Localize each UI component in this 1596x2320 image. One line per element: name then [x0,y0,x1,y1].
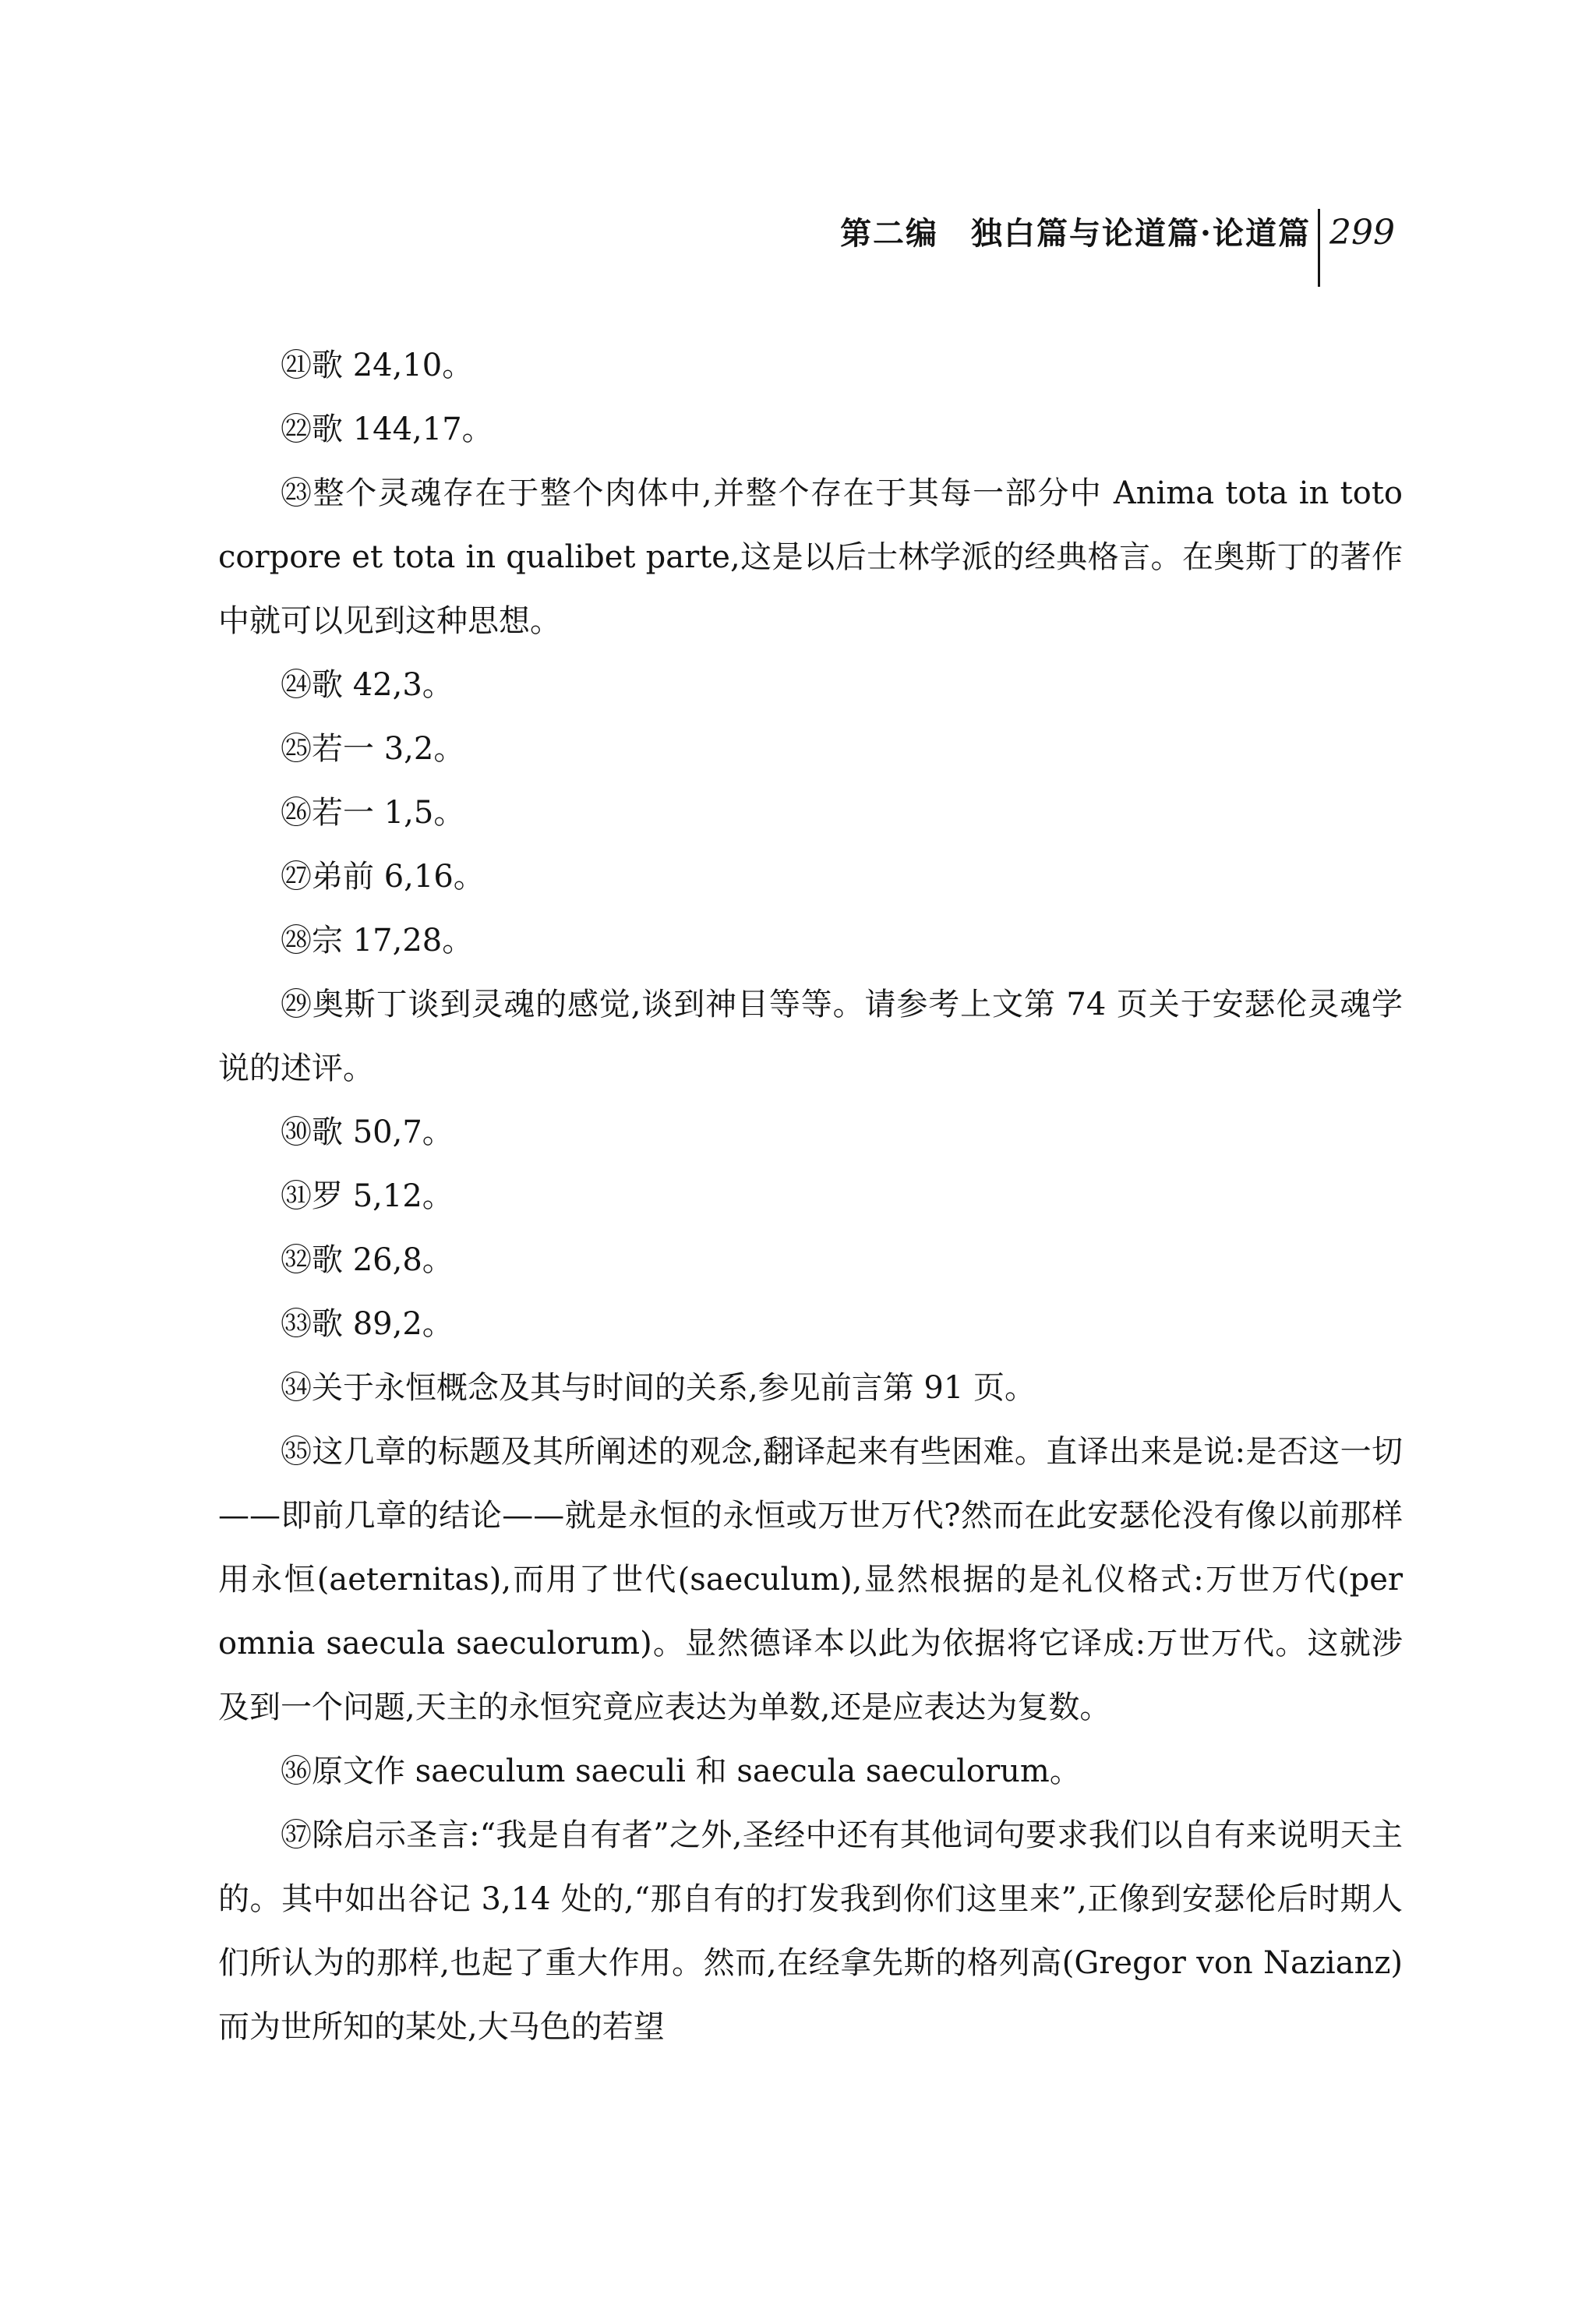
endnote-28: ㉘宗 17,28。 [281,923,474,959]
endnote-26: ㉖若一 1,5。 [281,795,465,831]
endnote-23: ㉓整个灵魂存在于整个肉体中,并整个存在于其每一部分中 Anima tota in toto corpore et tota in qualibet parte,这是以后士林学派的经典格言。在奥斯丁的著作中就可以见到这种思想。 [218,475,1403,639]
endnote-22: ㉒歌 144,17。 [281,411,493,447]
endnote-35: ㉟这几章的标题及其所阐述的观念,翻译起来有些困难。直译出来是说:是否这一切——即前几章的结论——就是永恒的永恒或万世万代?然而在此安瑟伦没有像以前那样用永恒(aeternitas),而用了世代(saeculum),显然根据的是礼仪格式:万世万代(per omnia saecula saeculorum)。显然德译本以此为依据将它译成:万世万代。这就涉及到一个问题,天主的永恒究竟应表达为单数,还是应表达为复数。 [218,1434,1403,1725]
running-header [772,209,1395,287]
page-number: 299 [1329,213,1395,252]
endnote-31: ㉛罗 5,12。 [281,1178,454,1214]
endnote-36: ㊱原文作 saeculum saeculi 和 saecula saeculorum。 [281,1753,1081,1789]
endnote-33: ㉝歌 89,2。 [281,1306,454,1342]
endnote-37: ㊲除启示圣言:“我是自有者”之外,圣经中还有其他词句要求我们以自有来说明天主的。其中如出谷记 3,14 处的,“那自有的打发我到你们这里来”,正像到安瑟伦后时期人们所认为的那样,也起了重大作用。然而,在经拿先斯的格列高(Gregor von Nazianz)而为世所知的某处,大马色的若望 [218,1817,1403,2045]
endnote-34: ㉞关于永恒概念及其与时间的关系,参见前言第 91 页。 [281,1370,1036,1406]
header-divider-rule [1318,209,1320,287]
endnote-21: ㉑歌 24,10。 [281,348,474,383]
endnote-25: ㉕若一 3,2。 [281,731,465,767]
running-header-title: 第二编 独白篇与论道篇·论道篇 [840,215,1311,252]
endnote-32: ㉜歌 26,8。 [281,1242,454,1278]
endnote-27: ㉗弟前 6,16。 [281,859,485,895]
endnote-24: ㉔歌 42,3。 [281,667,454,703]
endnote-30: ㉚歌 50,7。 [281,1114,454,1150]
endnote-29: ㉙奥斯丁谈到灵魂的感觉,谈到神目等等。请参考上文第 74 页关于安瑟伦灵魂学说的述评。 [218,987,1403,1086]
endnotes-body [218,334,1403,2059]
